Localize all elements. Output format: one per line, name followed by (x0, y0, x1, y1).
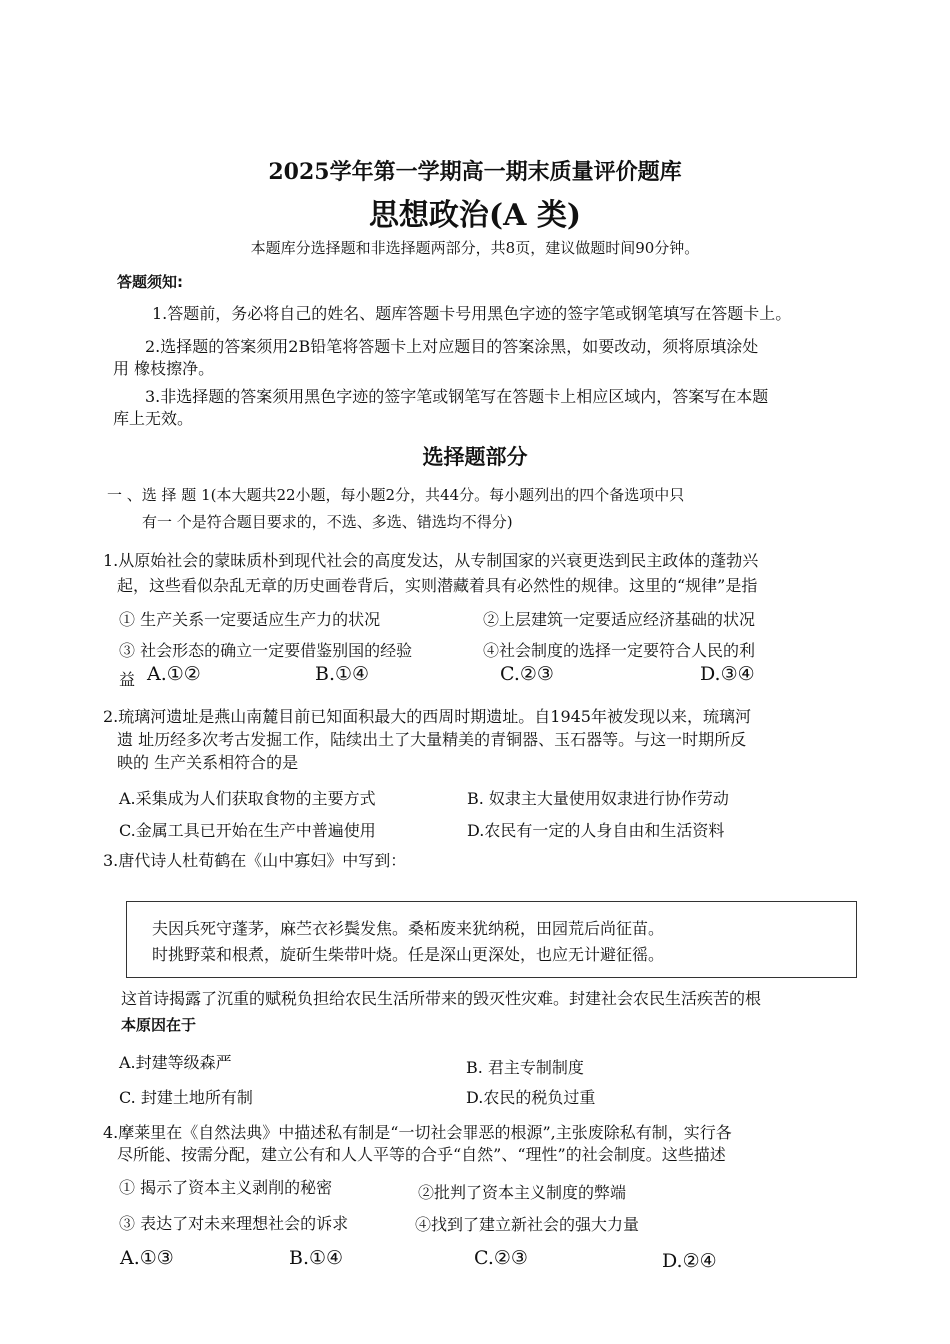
q1-option-a[interactable]: A.①② (147, 663, 201, 685)
q4-statement-2: ②批判了资本主义制度的弊端 (418, 1183, 627, 1202)
q1-statement-4-cont: 益 (119, 670, 136, 689)
notice-item-2-line-1: 2.选择题的答案须用2B铅笔将答题卡上对应题目的答案涂黑，如要改动，须将原填涂处 (145, 337, 759, 356)
poem-line-1: 夫因兵死守蓬茅，麻苎衣衫鬓发焦。桑柘废来犹纳税，田园荒后尚征苗。 (152, 919, 665, 938)
q4-option-c[interactable]: C.②③ (474, 1247, 528, 1269)
subject-title: 思想政治(A 类) (368, 198, 582, 233)
q4-statement-1: ① 揭示了资本主义剥削的秘密 (119, 1178, 333, 1197)
q3-option-d[interactable]: D.农民的税负过重 (466, 1088, 596, 1107)
q4-stem-line-1: 4.摩莱里在《自然法典》中描述私有制是“一切社会罪恶的根源”,主张废除私有制，实行各 (103, 1123, 732, 1142)
notice-item-1: 1.答题前，务必将自己的姓名、题库答题卡号用黑色字迹的签字笔或钢笔填写在答题卡上。 (152, 304, 792, 323)
q4-option-d[interactable]: D.②④ (662, 1250, 717, 1272)
q1-option-b[interactable]: B.①④ (315, 663, 370, 685)
exam-title: 2025学年第一学期高一期末质量评价题库 (268, 159, 682, 185)
q3-option-c[interactable]: C. 封建土地所有制 (119, 1088, 253, 1107)
q4-statement-3: ③ 表达了对未来理想社会的诉求 (119, 1214, 349, 1233)
q1-stem-line-1: 1.从原始社会的蒙昧质朴到现代社会的高度发达，从专制国家的兴衰更迭到民主政体的蓬勃兴 (103, 551, 759, 570)
notice-item-3-line-1: 3.非选择题的答案须用黑色字迹的签字笔或钢笔写在答题卡上相应区域内，答案写在本题 (145, 387, 769, 406)
q4-option-a[interactable]: A.①③ (120, 1247, 174, 1269)
notice-heading: 答题须知: (117, 273, 183, 291)
section-title: 选择题部分 (422, 445, 528, 469)
q2-stem-line-2: 遗 址历经多次考古发掘工作，陆续出土了大量精美的青铜器、玉石器等。与这一时期所反 (117, 730, 747, 749)
q1-stem-line-2: 起，这些看似杂乱无章的历史画卷背后，实则潜藏着具有必然性的规律。这里的“规律”是指 (117, 576, 758, 595)
notice-item-3-line-2: 库上无效。 (113, 409, 194, 428)
q2-stem-line-1: 2.琉璃河遗址是燕山南麓目前已知面积最大的西周时期遗址。自1945年被发现以来，琉璃河 (103, 707, 751, 726)
q3-option-a[interactable]: A.封建等级森严 (119, 1053, 232, 1072)
q4-option-b[interactable]: B.①④ (289, 1247, 344, 1269)
section-instructions-line-1: 一 、选 择 题 1(本大题共22小题，每小题2分，共44分。每小题列出的四个备选项中只 (107, 486, 685, 504)
q2-option-a[interactable]: A.采集成为人们获取食物的主要方式 (119, 789, 376, 808)
q1-statement-1: ① 生产关系一定要适应生产力的状况 (119, 610, 381, 629)
q1-option-d[interactable]: D.③④ (700, 663, 755, 685)
q1-statement-4: ④社会制度的选择一定要符合人民的利 (483, 641, 756, 660)
q1-statement-2: ②上层建筑一定要适应经济基础的状况 (483, 610, 756, 629)
q3-analysis-line-1: 这首诗揭露了沉重的赋税负担给农民生活所带来的毁灭性灾难。封建社会农民生活疾苦的根 (121, 989, 762, 1008)
q3-analysis-line-2: 本原因在于 (121, 1016, 197, 1034)
q2-option-c[interactable]: C.金属工具已开始在生产中普遍使用 (119, 821, 376, 840)
poem-line-2: 时挑野菜和根煮，旋斫生柴带叶烧。任是深山更深处，也应无计避征徭。 (152, 945, 665, 964)
q2-stem-line-3: 映的 生产关系相符合的是 (117, 753, 299, 772)
q1-option-c[interactable]: C.②③ (500, 663, 554, 685)
q4-statement-4: ④找到了建立新社会的强大力量 (415, 1215, 640, 1234)
section-instructions-line-2: 有一 个是符合题目要求的，不选、多选、错选均不得分) (142, 513, 513, 531)
notice-item-2-line-2: 用 橡枝擦净。 (113, 359, 215, 378)
q3-stem: 3.唐代诗人杜荀鹤在《山中寡妇》中写到： (103, 851, 407, 870)
q4-stem-line-2: 尽所能、按需分配，建立公有和人人平等的合乎“自然”、“理性”的社会制度。这些描述 (117, 1145, 726, 1164)
intro-text: 本题库分选择题和非选择题两部分，共8页，建议做题时间90分钟。 (250, 239, 700, 257)
q2-option-d[interactable]: D.农民有一定的人身自由和生活资料 (467, 821, 725, 840)
q1-statement-3: ③ 社会形态的确立一定要借鉴别国的经验 (119, 641, 413, 660)
q2-option-b[interactable]: B. 奴隶主大量使用奴隶进行协作劳动 (467, 789, 729, 808)
poem-box (126, 901, 857, 978)
q3-option-b[interactable]: B. 君主专制制度 (466, 1058, 584, 1077)
